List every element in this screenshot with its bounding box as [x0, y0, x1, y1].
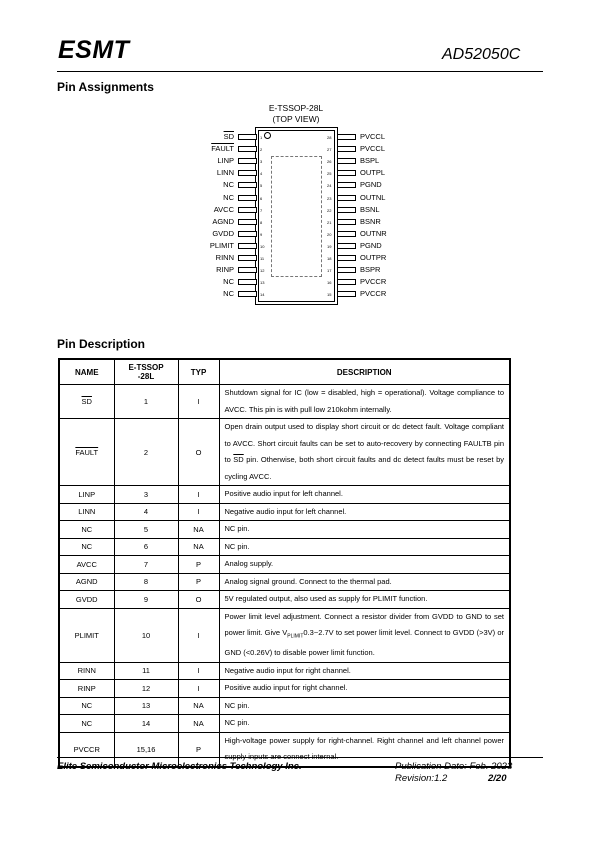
pin-lead [238, 134, 257, 140]
pin-name: PGND [360, 180, 382, 190]
cell-pin: 13 [114, 697, 178, 715]
cell-name: RINN [59, 662, 114, 680]
table-row [59, 573, 510, 591]
part-number: AD52050C [442, 46, 521, 63]
cell-description: High-voltage power supply for right-channel. Right channel and left channel power supply inputs are connect internal. [219, 732, 510, 767]
pin-number: 2 [260, 147, 263, 153]
thermal-pad [271, 156, 322, 277]
pin-number: 25 [327, 171, 332, 177]
table-row [59, 662, 510, 680]
footer-page-number: 2/20 [488, 773, 507, 784]
cell-pin: 1 [114, 385, 178, 419]
pin-name: NC [223, 289, 234, 299]
cell-pin: 3 [114, 486, 178, 504]
cell-typ: I [178, 385, 219, 419]
cell-typ: I [178, 662, 219, 680]
section-title-pin-assignments: Pin Assignments [57, 80, 154, 94]
pin-lead [238, 279, 257, 285]
cell-pin: 2 [114, 419, 178, 486]
pin-number: 24 [327, 183, 332, 189]
cell-description: Negative audio input for left channel. [219, 503, 510, 521]
pin-number: 17 [327, 268, 332, 274]
cell-name: NC [59, 538, 114, 556]
pin-lead [337, 158, 356, 164]
cell-typ: I [178, 503, 219, 521]
footer-company: Elite Semiconductor Microelectronics Technology Inc. [57, 761, 302, 772]
cell-pin: 11 [114, 662, 178, 680]
pin-number: 1 [260, 135, 263, 140]
pin-number: 13 [260, 280, 265, 286]
section-title-pin-description: Pin Description [57, 337, 146, 351]
cell-name: RINP [59, 680, 114, 698]
pin-number: 27 [327, 147, 332, 153]
footer-revision: Revision:1.2 [395, 773, 448, 784]
pin-lead [337, 243, 356, 249]
package-view: (TOP VIEW) [272, 114, 320, 124]
pin-number: 22 [327, 207, 332, 213]
pin-number: 18 [327, 256, 332, 261]
cell-name: NC [59, 697, 114, 715]
cell-description: Shutdown signal for IC (low = disabled, high = operational). Voltage compliance to AVCC. This pin is with pull low 210kohm internally. [219, 385, 510, 419]
table-row [59, 486, 510, 504]
cell-description: Open drain output used to display short circuit or dc detect fault. Voltage compliant to AVCC. Short circuit faults can be set to auto-recovery by connecting FAULTB pin to $\overline{SD}$ pin. Otherwise, both short circuit faults and dc detect faults must be reset by cycling AVCC. [219, 419, 510, 486]
cell-typ: NA [178, 697, 219, 715]
cell-description: NC pin. [219, 715, 510, 733]
pin-lead [337, 134, 356, 140]
pin-lead [337, 291, 356, 297]
pin-name: FAULT [211, 144, 234, 154]
pin-name: NC [223, 180, 234, 190]
pin-number: 4 [260, 171, 263, 177]
pin-lead [238, 231, 257, 237]
cell-pin: 15,16 [114, 732, 178, 767]
pin-number: 19 [327, 243, 332, 249]
cell-name: NC [59, 715, 114, 733]
cell-pin: 8 [114, 573, 178, 591]
pin-number: 10 [260, 243, 265, 249]
package-label [250, 103, 342, 125]
footer-rule [57, 757, 543, 758]
pin-name: LINN [216, 168, 234, 178]
col-header-description: DESCRIPTION [219, 359, 510, 385]
pin-lead [238, 255, 257, 261]
cell-description: NC pin. [219, 538, 510, 556]
table-row [59, 556, 510, 574]
pin-number: 9 [260, 231, 263, 237]
package-name: E-TSSOP-28L [268, 103, 324, 113]
pin-name: BSNR [360, 216, 381, 226]
cell-pin: 10 [114, 608, 178, 662]
table-row [59, 697, 510, 715]
pin-name: PGND [360, 240, 382, 250]
cell-name: LINN [59, 503, 114, 521]
table-row [59, 591, 510, 609]
cell-typ: NA [178, 521, 219, 539]
cell-name: NC [59, 521, 114, 539]
cell-description: NC pin. [219, 521, 510, 539]
cell-typ: P [178, 732, 219, 767]
pin-lead [238, 219, 257, 225]
cell-typ: NA [178, 715, 219, 733]
cell-name: FAULT [59, 419, 114, 486]
pin-name: BSPR [360, 265, 381, 275]
cell-pin: 7 [114, 556, 178, 574]
cell-typ: I [178, 608, 219, 662]
pin-name: LINP [217, 156, 234, 166]
pin-number: 15 [327, 292, 332, 298]
pin-name: AVCC [213, 204, 234, 214]
pin-lead [337, 207, 356, 213]
pin-name: OUTNL [360, 192, 386, 202]
cell-typ: I [178, 486, 219, 504]
cell-pin: 9 [114, 591, 178, 609]
cell-pin: 5 [114, 521, 178, 539]
pin-name: PVCCR [360, 289, 387, 299]
pin-lead [238, 170, 257, 176]
pin-name: OUTPL [360, 168, 386, 178]
cell-name: LINP [59, 486, 114, 504]
pin-number: 14 [260, 292, 265, 298]
pin-name: NC [223, 192, 234, 202]
pin-name: PVCCR [360, 277, 387, 287]
pin-lead [337, 267, 356, 273]
pin-name: AGND [212, 216, 234, 226]
cell-name: AGND [59, 573, 114, 591]
pin-name: RINP [216, 265, 234, 275]
pin-name: OUTPR [360, 253, 387, 262]
pin-lead [238, 158, 257, 164]
pin-name: PVCCL [360, 132, 386, 141]
pin-name: GVDD [212, 228, 234, 238]
cell-description: 5V regulated output, also used as supply for PLIMIT function. [219, 591, 510, 609]
pin-name: PVCCL [360, 144, 386, 154]
pin-lead [337, 219, 356, 225]
pin-name: NC [223, 277, 234, 287]
table-row [59, 680, 510, 698]
pin-description-table [58, 358, 511, 768]
table-row [59, 385, 510, 419]
pin-lead [337, 279, 356, 285]
pin-name: PLIMIT [209, 240, 234, 250]
table-row [59, 419, 510, 486]
pin-name: $\overline{SD}$ [223, 132, 234, 141]
cell-description: Analog supply. [219, 556, 510, 574]
pin-number: 20 [327, 231, 332, 237]
cell-typ: NA [178, 538, 219, 556]
cell-name: $\overline{SD}$ [59, 385, 114, 419]
cell-description: Positive audio input for left channel. [219, 486, 510, 504]
col-header-typ: TYP [178, 359, 219, 385]
pin-lead [337, 170, 356, 176]
pin-number: 5 [260, 183, 263, 189]
pin-lead [238, 207, 257, 213]
pin-number: 28 [327, 135, 332, 140]
pin-lead [238, 195, 257, 201]
cell-typ: O [178, 591, 219, 609]
cell-name: PVCCR [59, 732, 114, 767]
pin-lead [337, 195, 356, 201]
pin-name: RINN [215, 253, 234, 262]
table-row [59, 503, 510, 521]
pin-lead [238, 182, 257, 188]
col-header-package: E-TSSOP -28L [114, 359, 178, 385]
cell-typ: O [178, 419, 219, 486]
cell-name: GVDD [59, 591, 114, 609]
pin-lead [238, 267, 257, 273]
pin-lead [238, 146, 257, 152]
cell-description: Analog signal ground. Connect to the thermal pad. [219, 573, 510, 591]
pin-name: BSPL [360, 156, 380, 166]
pin-name: OUTNR [360, 228, 387, 238]
pin-number: 12 [260, 268, 265, 274]
pin-number: 6 [260, 195, 263, 201]
table-row [59, 538, 510, 556]
cell-pin: 6 [114, 538, 178, 556]
cell-description: Power limit level adjustment. Connect a resistor divider from GVDD to GND to set power limit. Give $V_{PLIMIT}0.3\sim 2.7V$ to set power limit level. Connect to GVDD (>3V) or GND (<0.26V) to disable power limit function. [219, 608, 510, 662]
header-rule [57, 71, 543, 72]
cell-description: NC pin. [219, 697, 510, 715]
pin-lead [337, 255, 356, 261]
pin-number: 8 [260, 219, 263, 225]
pin-lead [337, 146, 356, 152]
cell-name: PLIMIT [59, 608, 114, 662]
pin-lead [238, 243, 257, 249]
pin-lead [337, 182, 356, 188]
pin-number: 26 [327, 159, 332, 165]
cell-description: Negative audio input for right channel. [219, 662, 510, 680]
cell-name: AVCC [59, 556, 114, 574]
pin-number: 3 [260, 159, 263, 165]
pin-number: 16 [327, 280, 332, 286]
table-header-row [59, 359, 510, 385]
footer-publication-date: Publication Date: Feb. 2023 [395, 761, 513, 772]
col-header-name: NAME [59, 359, 114, 385]
pin-lead [337, 231, 356, 237]
table-row [59, 715, 510, 733]
pin-name: BSNL [360, 204, 380, 214]
pin-lead [238, 291, 257, 297]
pin-number: 11 [260, 256, 265, 261]
pin-number: 23 [327, 195, 332, 201]
company-logo: ESMT [58, 36, 130, 64]
cell-pin: 12 [114, 680, 178, 698]
table-row [59, 608, 510, 662]
pin-number: 7 [260, 207, 263, 213]
cell-typ: P [178, 556, 219, 574]
table-row [59, 521, 510, 539]
cell-pin: 4 [114, 503, 178, 521]
pin-number: 21 [327, 219, 332, 225]
cell-pin: 14 [114, 715, 178, 733]
cell-typ: I [178, 680, 219, 698]
cell-description: Positive audio input for right channel. [219, 680, 510, 698]
cell-typ: P [178, 573, 219, 591]
